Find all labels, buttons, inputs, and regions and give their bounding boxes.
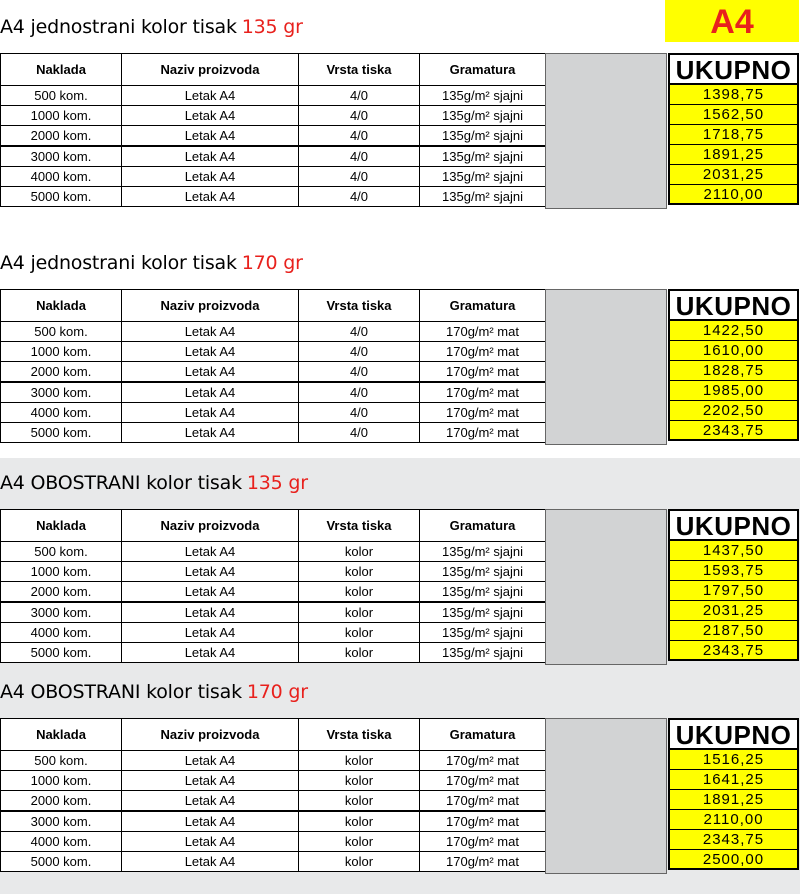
table-cell: 170g/m² mat [420,811,546,832]
total-price: 2110,00 [668,810,799,830]
total-price: 2343,75 [668,641,799,661]
table-cell: 135g/m² sjajni [420,562,546,582]
table-cell: 4/0 [299,106,420,126]
table-cell: kolor [299,791,420,812]
table-cell: 4/0 [299,146,420,167]
table-cell: 170g/m² mat [420,423,546,443]
table-cell: Letak A4 [122,362,299,383]
table-cell: Letak A4 [122,146,299,167]
price-column [668,541,799,661]
table-cell: 170g/m² mat [420,322,546,342]
table-cell: Letak A4 [122,382,299,403]
table-row [1,542,546,562]
table-cell: Letak A4 [122,542,299,562]
format-badge: A4 [665,0,799,42]
column-header: Gramatura [420,510,546,542]
price-table [0,289,546,443]
section-title-main: A4 jednostrani kolor tisak [0,16,237,38]
table-cell: 170g/m² mat [420,342,546,362]
table-row [1,403,546,423]
table-cell: 4/0 [299,86,420,106]
total-price: 2343,75 [668,421,799,441]
column-header: Naziv proizvoda [122,510,299,542]
table-cell: 4/0 [299,362,420,383]
table-cell: Letak A4 [122,852,299,872]
section-title-grammage: 170 gr [241,252,303,274]
table-cell: 170g/m² mat [420,852,546,872]
table-cell: Letak A4 [122,582,299,603]
column-header: Naklada [1,54,122,86]
table-row [1,86,546,106]
table-cell: Letak A4 [122,342,299,362]
table-cell: kolor [299,602,420,623]
total-header: UKUPNO [668,289,799,321]
table-cell: 170g/m² mat [420,751,546,771]
table-cell: kolor [299,751,420,771]
table-row [1,852,546,872]
table-cell: 135g/m² sjajni [420,602,546,623]
table-cell: 170g/m² mat [420,362,546,383]
table-cell: 170g/m² mat [420,791,546,812]
table-cell: Letak A4 [122,126,299,147]
table-cell: 5000 kom. [1,423,122,443]
table-cell: 135g/m² sjajni [420,643,546,663]
section-title-main: A4 jednostrani kolor tisak [0,252,237,274]
table-row [1,187,546,207]
table-row [1,811,546,832]
total-price: 2343,75 [668,830,799,850]
table-cell: Letak A4 [122,811,299,832]
table-row [1,751,546,771]
price-section [0,12,800,222]
column-header: Gramatura [420,54,546,86]
table-cell: 3000 kom. [1,382,122,403]
table-cell: kolor [299,852,420,872]
table-row [1,602,546,623]
table-cell: Letak A4 [122,403,299,423]
table-cell: kolor [299,542,420,562]
table-cell: 135g/m² sjajni [420,167,546,187]
table-cell: 5000 kom. [1,187,122,207]
table-row [1,832,546,852]
table-cell: 1000 kom. [1,106,122,126]
column-header: Naklada [1,719,122,751]
total-price: 2187,50 [668,621,799,641]
table-cell: 4/0 [299,423,420,443]
table-cell: 4/0 [299,187,420,207]
total-header: UKUPNO [668,53,799,85]
column-header: Naziv proizvoda [122,719,299,751]
total-price: 1828,75 [668,361,799,381]
total-price: 1437,50 [668,541,799,561]
table-cell: 135g/m² sjajni [420,542,546,562]
total-price: 1516,25 [668,750,799,770]
table-cell: 2000 kom. [1,362,122,383]
total-price: 1985,00 [668,381,799,401]
table-cell: kolor [299,643,420,663]
table-cell: Letak A4 [122,562,299,582]
spacer-column [545,509,667,665]
table-row [1,382,546,403]
table-row [1,582,546,603]
section-title [0,12,303,42]
table-cell: Letak A4 [122,106,299,126]
total-price: 1422,50 [668,321,799,341]
section-title [0,677,308,707]
total-price: 1797,50 [668,581,799,601]
table-row [1,643,546,663]
table-cell: Letak A4 [122,623,299,643]
total-price: 1593,75 [668,561,799,581]
table-cell: 170g/m² mat [420,771,546,791]
total-price: 2110,00 [668,185,799,205]
total-header: UKUPNO [668,509,799,541]
spacer-column [545,718,667,874]
table-row [1,623,546,643]
table-cell: 3000 kom. [1,811,122,832]
table-cell: 4000 kom. [1,832,122,852]
column-header: Naklada [1,510,122,542]
table-cell: kolor [299,582,420,603]
price-column [668,321,799,441]
total-price: 1891,25 [668,145,799,165]
table-cell: 500 kom. [1,86,122,106]
section-title-main: A4 OBOSTRANI kolor tisak [0,681,242,703]
total-price: 1562,50 [668,105,799,125]
table-header-row [1,54,546,86]
price-table [0,509,546,663]
table-cell: 1000 kom. [1,342,122,362]
section-title [0,468,308,498]
table-cell: 1000 kom. [1,562,122,582]
price-section [0,248,800,458]
table-row [1,562,546,582]
total-price: 1641,25 [668,770,799,790]
table-cell: 4000 kom. [1,623,122,643]
spacer-column [545,289,667,445]
table-cell: Letak A4 [122,751,299,771]
column-header: Vrsta tiska [299,54,420,86]
section-title-grammage: 135 gr [246,472,308,494]
table-cell: 135g/m² sjajni [420,86,546,106]
total-price: 2031,25 [668,601,799,621]
total-header: UKUPNO [668,718,799,750]
table-cell: 4000 kom. [1,167,122,187]
price-table [0,718,546,872]
total-price: 2202,50 [668,401,799,421]
table-row [1,126,546,147]
table-cell: 4/0 [299,403,420,423]
total-price: 1610,00 [668,341,799,361]
table-header-row [1,290,546,322]
table-cell: kolor [299,562,420,582]
table-cell: 4/0 [299,342,420,362]
table-cell: kolor [299,832,420,852]
table-cell: 135g/m² sjajni [420,582,546,603]
table-cell: 500 kom. [1,542,122,562]
table-cell: 170g/m² mat [420,403,546,423]
table-row [1,342,546,362]
table-cell: 4000 kom. [1,403,122,423]
total-price: 2500,00 [668,850,799,870]
price-column [668,85,799,205]
table-cell: Letak A4 [122,187,299,207]
table-cell: 5000 kom. [1,643,122,663]
price-section [0,468,800,678]
price-section [0,677,800,887]
column-header: Vrsta tiska [299,719,420,751]
section-title [0,248,303,278]
table-cell: 135g/m² sjajni [420,106,546,126]
table-cell: Letak A4 [122,86,299,106]
table-cell: 2000 kom. [1,126,122,147]
total-price: 1718,75 [668,125,799,145]
table-cell: 135g/m² sjajni [420,623,546,643]
table-cell: 4/0 [299,126,420,147]
table-row [1,322,546,342]
table-row [1,106,546,126]
table-cell: 4/0 [299,167,420,187]
table-row [1,791,546,812]
table-row [1,771,546,791]
table-cell: Letak A4 [122,423,299,443]
table-cell: Letak A4 [122,167,299,187]
table-row [1,146,546,167]
column-header: Gramatura [420,719,546,751]
table-row [1,362,546,383]
table-cell: Letak A4 [122,322,299,342]
table-cell: 4/0 [299,382,420,403]
total-price: 1891,25 [668,790,799,810]
table-cell: Letak A4 [122,832,299,852]
table-cell: Letak A4 [122,602,299,623]
price-column [668,750,799,870]
table-cell: 2000 kom. [1,791,122,812]
table-cell: kolor [299,811,420,832]
total-price: 2031,25 [668,165,799,185]
table-cell: Letak A4 [122,771,299,791]
total-price: 1398,75 [668,85,799,105]
table-cell: 170g/m² mat [420,382,546,403]
table-cell: 4/0 [299,322,420,342]
column-header: Naziv proizvoda [122,54,299,86]
table-cell: 5000 kom. [1,852,122,872]
table-cell: Letak A4 [122,791,299,812]
table-row [1,167,546,187]
column-header: Gramatura [420,290,546,322]
table-header-row [1,510,546,542]
table-cell: Letak A4 [122,643,299,663]
table-cell: 500 kom. [1,322,122,342]
table-cell: kolor [299,771,420,791]
table-cell: 3000 kom. [1,146,122,167]
section-title-grammage: 170 gr [246,681,308,703]
column-header: Vrsta tiska [299,510,420,542]
table-header-row [1,719,546,751]
spacer-column [545,53,667,209]
column-header: Naklada [1,290,122,322]
table-cell: 135g/m² sjajni [420,126,546,147]
price-table [0,53,546,207]
table-cell: 3000 kom. [1,602,122,623]
table-cell: 500 kom. [1,751,122,771]
section-title-main: A4 OBOSTRANI kolor tisak [0,472,242,494]
column-header: Vrsta tiska [299,290,420,322]
table-cell: 135g/m² sjajni [420,146,546,167]
table-cell: 2000 kom. [1,582,122,603]
table-cell: 1000 kom. [1,771,122,791]
section-title-grammage: 135 gr [241,16,303,38]
table-cell: 135g/m² sjajni [420,187,546,207]
table-cell: 170g/m² mat [420,832,546,852]
table-row [1,423,546,443]
table-cell: kolor [299,623,420,643]
column-header: Naziv proizvoda [122,290,299,322]
